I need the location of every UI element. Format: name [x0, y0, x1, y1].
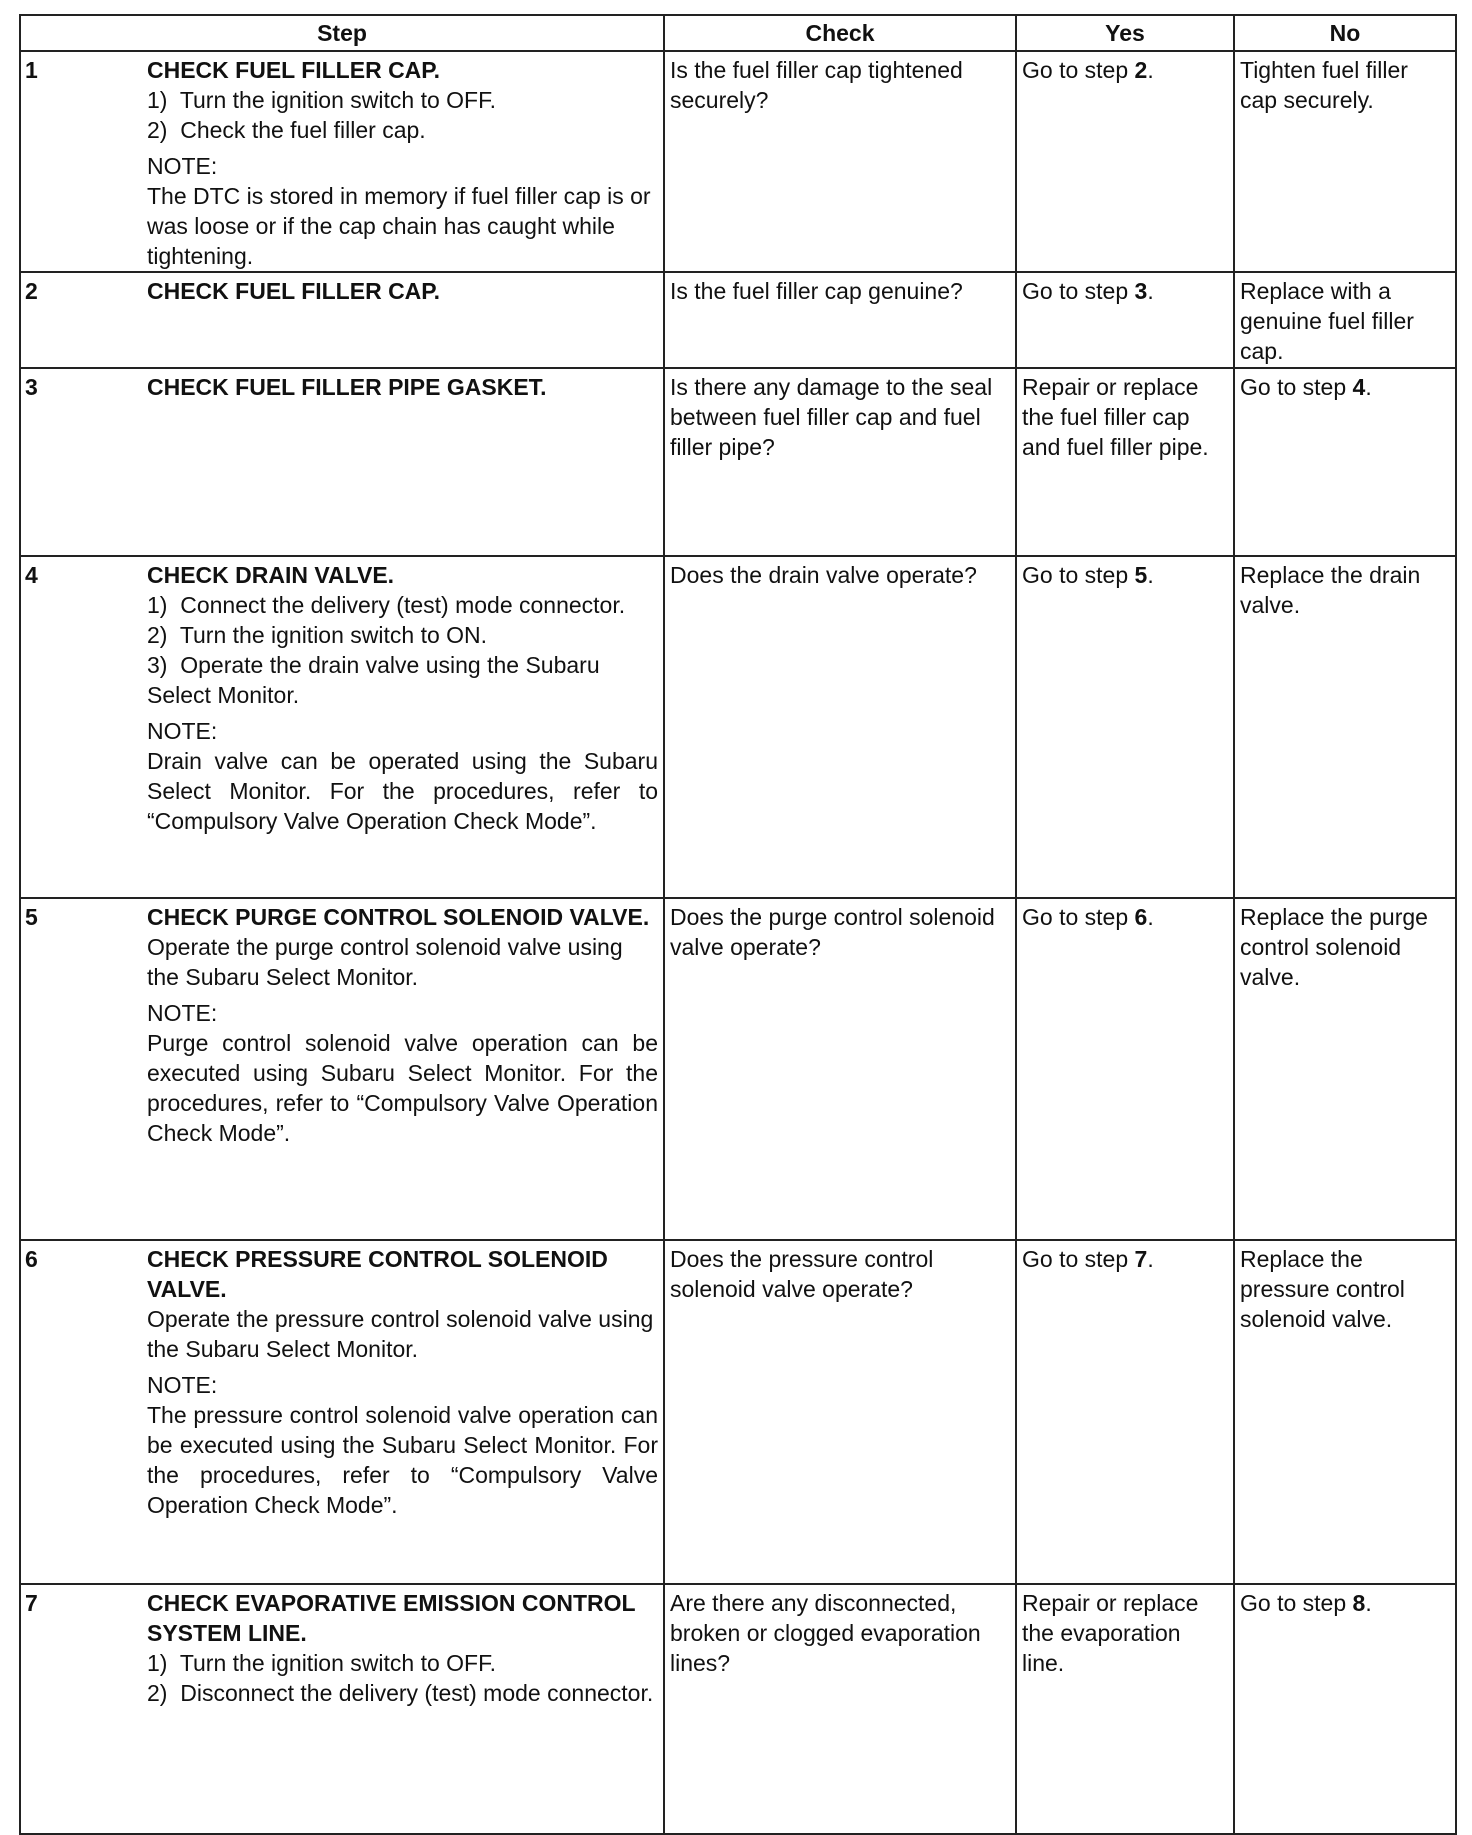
yes-text: Go to step	[1022, 278, 1135, 304]
substep: 2) Check the fuel filler cap.	[147, 117, 426, 143]
header-yes: Yes	[1016, 15, 1234, 51]
yes-cell	[1016, 51, 1234, 272]
yes-end: .	[1147, 278, 1154, 304]
substep: 2) Turn the ignition switch to ON.	[147, 622, 488, 648]
yes-step-ref: 3	[1134, 278, 1148, 304]
substep: 1) Turn the ignition switch to OFF.	[147, 1650, 496, 1676]
note-label: NOTE:	[147, 718, 218, 744]
yes-text: Go to step	[1022, 562, 1135, 588]
table-header-row	[20, 15, 1456, 51]
yes-text: Go to step	[1022, 904, 1135, 930]
header-check: Check	[664, 15, 1016, 51]
substep: 2) Disconnect the delivery (test) mode connector.	[147, 1680, 654, 1706]
yes-step-ref: 5	[1134, 562, 1148, 588]
no-text: Go to step	[1240, 374, 1353, 400]
step-cell	[20, 556, 664, 898]
no-text: Replace the purge control solenoid valve.	[1240, 904, 1428, 990]
step-cell	[20, 898, 664, 1240]
header-step: Step	[20, 15, 664, 51]
yes-step-ref: 2	[1134, 57, 1148, 83]
yes-cell	[1016, 556, 1234, 898]
table-row	[20, 368, 1456, 556]
yes-end: .	[1147, 1246, 1154, 1272]
substep: Operate the pressure control solenoid valve using the Subaru Select Monitor.	[147, 1306, 654, 1362]
step-cell	[20, 1584, 664, 1834]
step-number: 5	[25, 904, 38, 930]
yes-step-ref: 7	[1134, 1246, 1148, 1272]
note-label: NOTE:	[147, 1000, 218, 1026]
step-title: CHECK FUEL FILLER CAP.	[147, 57, 441, 83]
check-cell: Is there any damage to the seal between fuel filler cap and fuel filler pipe?	[664, 368, 1016, 556]
yes-cell	[1016, 272, 1234, 368]
yes-cell	[1016, 898, 1234, 1240]
no-text: Go to step	[1240, 1590, 1353, 1616]
note-text: The DTC is stored in memory if fuel filler cap is or was loose or if the cap chain has caught while tightening.	[147, 183, 651, 269]
yes-cell	[1016, 1584, 1234, 1834]
yes-text: Go to step	[1022, 1246, 1135, 1272]
check-cell: Does the drain valve operate?	[664, 556, 1016, 898]
no-text: Replace the drain valve.	[1240, 562, 1421, 618]
yes-step-ref: 6	[1134, 904, 1148, 930]
yes-end: .	[1147, 904, 1154, 930]
no-cell	[1234, 1240, 1456, 1584]
substep: Operate the purge control solenoid valve using the Subaru Select Monitor.	[147, 934, 623, 990]
diagnostic-table	[19, 14, 1457, 1835]
note-text: Drain valve can be operated using the Subaru Select Monitor. For the procedures, refer to “Compulsory Valve Operation Check Mode”.	[147, 748, 658, 834]
no-cell	[1234, 556, 1456, 898]
table-row	[20, 1584, 1456, 1834]
check-cell: Is the fuel filler cap genuine?	[664, 272, 1016, 368]
step-number: 4	[25, 562, 38, 588]
table-row	[20, 898, 1456, 1240]
table-row	[20, 1240, 1456, 1584]
check-cell: Does the pressure control solenoid valve operate?	[664, 1240, 1016, 1584]
step-title: CHECK PURGE CONTROL SOLENOID VALVE.	[147, 904, 650, 930]
yes-end: .	[1147, 562, 1154, 588]
yes-text: Repair or replace the fuel filler cap and fuel filler pipe.	[1022, 374, 1209, 460]
no-cell	[1234, 272, 1456, 368]
no-cell	[1234, 1584, 1456, 1834]
step-title: CHECK FUEL FILLER PIPE GASKET.	[147, 374, 547, 400]
step-number: 6	[25, 1246, 38, 1272]
yes-end: .	[1147, 57, 1154, 83]
no-cell	[1234, 51, 1456, 272]
note-label: NOTE:	[147, 153, 218, 179]
table-row	[20, 272, 1456, 368]
step-cell	[20, 1240, 664, 1584]
no-cell	[1234, 898, 1456, 1240]
table-row	[20, 51, 1456, 272]
step-title: CHECK FUEL FILLER CAP.	[147, 278, 441, 304]
step-number: 3	[25, 374, 38, 400]
step-title: CHECK PRESSURE CONTROL SOLENOID VALVE.	[147, 1246, 608, 1302]
check-cell: Is the fuel filler cap tightened securely?	[664, 51, 1016, 272]
step-number: 2	[25, 278, 38, 304]
step-cell	[20, 368, 664, 556]
substep: 1) Connect the delivery (test) mode connector.	[147, 592, 626, 618]
no-end: .	[1365, 374, 1372, 400]
check-cell: Does the purge control solenoid valve operate?	[664, 898, 1016, 1240]
yes-text: Go to step	[1022, 57, 1135, 83]
no-text: Replace the pressure control solenoid valve.	[1240, 1246, 1405, 1332]
no-text: Replace with a genuine fuel filler cap.	[1240, 278, 1414, 364]
yes-cell	[1016, 368, 1234, 556]
no-step-ref: 4	[1352, 374, 1366, 400]
note-text: Purge control solenoid valve operation can be executed using Subaru Select Monitor. For the procedures, refer to “Compulsory Valve Operation Check Mode”.	[147, 1030, 658, 1146]
step-cell	[20, 272, 664, 368]
check-cell: Are there any disconnected, broken or clogged evaporation lines?	[664, 1584, 1016, 1834]
header-no: No	[1234, 15, 1456, 51]
no-step-ref: 8	[1352, 1590, 1366, 1616]
no-end: .	[1365, 1590, 1372, 1616]
step-number: 1	[25, 57, 38, 83]
no-cell	[1234, 368, 1456, 556]
step-title: CHECK DRAIN VALVE.	[147, 562, 395, 588]
table-row	[20, 556, 1456, 898]
note-label: NOTE:	[147, 1372, 218, 1398]
step-number: 7	[25, 1590, 38, 1616]
yes-text: Repair or replace the evaporation line.	[1022, 1590, 1199, 1676]
yes-cell	[1016, 1240, 1234, 1584]
substep: 1) Turn the ignition switch to OFF.	[147, 87, 496, 113]
step-cell	[20, 51, 664, 272]
note-text: The pressure control solenoid valve operation can be executed using the Subaru Select Monitor. For the procedures, refer to “Compulsory Valve Operation Check Mode”.	[147, 1402, 658, 1518]
substep: 3) Operate the drain valve using the Subaru Select Monitor.	[147, 652, 607, 708]
step-title: CHECK EVAPORATIVE EMISSION CONTROL SYSTEM LINE.	[147, 1590, 636, 1646]
no-text: Tighten fuel filler cap securely.	[1240, 57, 1408, 113]
